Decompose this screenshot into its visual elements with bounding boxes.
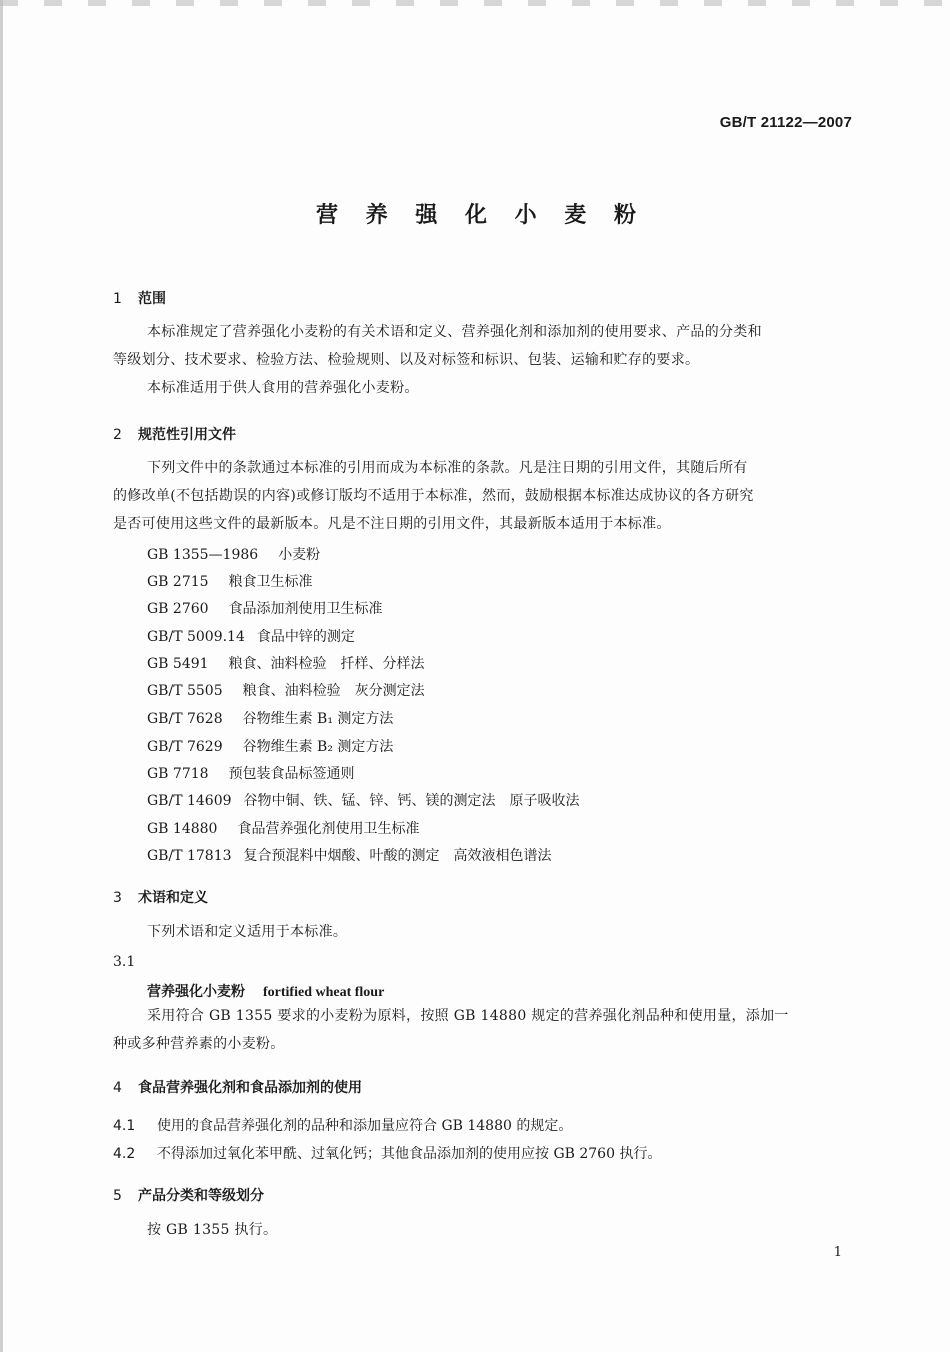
reference-title: 谷物中铜、铁、锰、锌、钙、镁的测定法 原子吸收法 [243, 793, 580, 809]
document-title: 营 养 强 化 小 麦 粉 [316, 203, 646, 228]
reference-title: 粮食、油料检验 灰分测定法 [242, 683, 425, 699]
reference-code: GB 14880 [147, 821, 218, 837]
reference-title: 小麦粉 [278, 547, 321, 563]
section-1-heading [113, 288, 166, 308]
section-title: 术语和定义 [138, 890, 208, 906]
term-chinese: 营养强化小麦粉 [147, 984, 245, 1000]
term-entry [147, 981, 384, 1001]
reference-code: GB/T 14609 [147, 793, 232, 809]
reference-code: GB 7718 [147, 766, 209, 782]
reference-code: GB 5491 [147, 656, 209, 672]
reference-item [147, 598, 383, 618]
clause-text: 使用的食品营养强化剂的品种和添加量应符合 GB 14880 的规定。 [157, 1118, 573, 1134]
reference-title: 谷物维生素 B₂ 测定方法 [242, 739, 394, 755]
reference-item [147, 736, 393, 756]
standard-number: GB/T 21122—2007 [719, 114, 852, 131]
section-title: 食品营养强化剂和食品添加剂的使用 [138, 1080, 362, 1096]
reference-title: 食品中锌的测定 [256, 629, 355, 645]
section-number: 4 [113, 1080, 122, 1096]
reference-code: GB/T 7628 [147, 711, 223, 727]
reference-item [147, 708, 393, 728]
reference-code: GB/T 17813 [147, 848, 232, 864]
reference-title: 食品营养强化剂使用卫生标准 [237, 821, 420, 837]
section-number: 3 [113, 890, 122, 906]
term-definition-line2: 种或多种营养素的小麦粉。 [113, 1036, 285, 1052]
reference-title: 粮食卫生标准 [228, 574, 313, 590]
reference-code: GB/T 7629 [147, 739, 223, 755]
section-1-para1-line2: 等级划分、技术要求、检验方法、检验规则、以及对标签和标识、包装、运输和贮存的要求。 [113, 352, 700, 368]
reference-title: 食品添加剂使用卫生标准 [228, 601, 383, 617]
section-1-para1-line1: 本标准规定了营养强化小麦粉的有关术语和定义、营养强化剂和添加剂的使用要求、产品的分类和 [147, 324, 762, 340]
reference-code: GB/T 5505 [147, 683, 223, 699]
clause-4-2 [113, 1143, 661, 1163]
section-1-para2: 本标准适用于供人食用的营养强化小麦粉。 [147, 380, 419, 396]
clause-number: 4.2 [113, 1146, 136, 1162]
reference-title: 粮食、油料检验 扦样、分样法 [228, 656, 425, 672]
section-2-heading [113, 424, 236, 444]
section-number: 5 [113, 1188, 122, 1204]
reference-code: GB/T 5009.14 [147, 629, 245, 645]
section-title: 产品分类和等级划分 [138, 1188, 264, 1204]
reference-code: GB 1355—1986 [147, 547, 259, 563]
reference-item [147, 845, 552, 865]
reference-item [147, 626, 355, 646]
section-4-heading [113, 1077, 362, 1097]
section-number: 1 [113, 291, 122, 307]
term-definition-line1: 采用符合 GB 1355 要求的小麦粉为原料，按照 GB 14880 规定的营养强化剂品种和使用量，添加一 [147, 1008, 789, 1024]
section-2-para-line3: 是否可使用这些文件的最新版本。凡是不注日期的引用文件，其最新版本适用于本标准。 [113, 516, 671, 532]
section-title: 规范性引用文件 [138, 427, 236, 443]
subsection-number: 3.1 [113, 954, 136, 970]
section-3-para: 下列术语和定义适用于本标准。 [147, 924, 348, 940]
reference-item [147, 818, 419, 838]
section-5-para: 按 GB 1355 执行。 [147, 1222, 278, 1238]
section-number: 2 [113, 427, 122, 443]
clause-text: 不得添加过氧化苯甲酰、过氧化钙；其他食品添加剂的使用应按 GB 2760 执行。 [157, 1146, 662, 1162]
clause-4-1 [113, 1115, 572, 1135]
reference-item [147, 680, 425, 700]
reference-code: GB 2715 [147, 574, 209, 590]
reference-code: GB 2760 [147, 601, 209, 617]
page-number: 1 [833, 1245, 842, 1260]
scan-top-marks [0, 0, 950, 6]
section-2-para-line1: 下列文件中的条款通过本标准的引用而成为本标准的条款。凡是注日期的引用文件，其随后所有 [147, 460, 748, 476]
reference-item [147, 763, 355, 783]
section-title: 范围 [138, 291, 166, 307]
reference-item [147, 790, 580, 810]
reference-title: 预包装食品标签通则 [228, 766, 355, 782]
reference-title: 谷物维生素 B₁ 测定方法 [242, 711, 394, 727]
reference-item [147, 571, 313, 591]
term-english: fortified wheat flour [263, 985, 385, 1000]
reference-title: 复合预混料中烟酸、叶酸的测定 高效液相色谱法 [243, 848, 552, 864]
reference-item [147, 653, 425, 673]
section-2-para-line2: 的修改单(不包括勘误的内容)或修订版均不适用于本标准，然而，鼓励根据本标准达成协议的各方研究 [113, 488, 754, 504]
clause-number: 4.1 [113, 1118, 136, 1134]
section-3-heading [113, 887, 208, 907]
section-5-heading [113, 1185, 264, 1205]
reference-item [147, 544, 320, 564]
